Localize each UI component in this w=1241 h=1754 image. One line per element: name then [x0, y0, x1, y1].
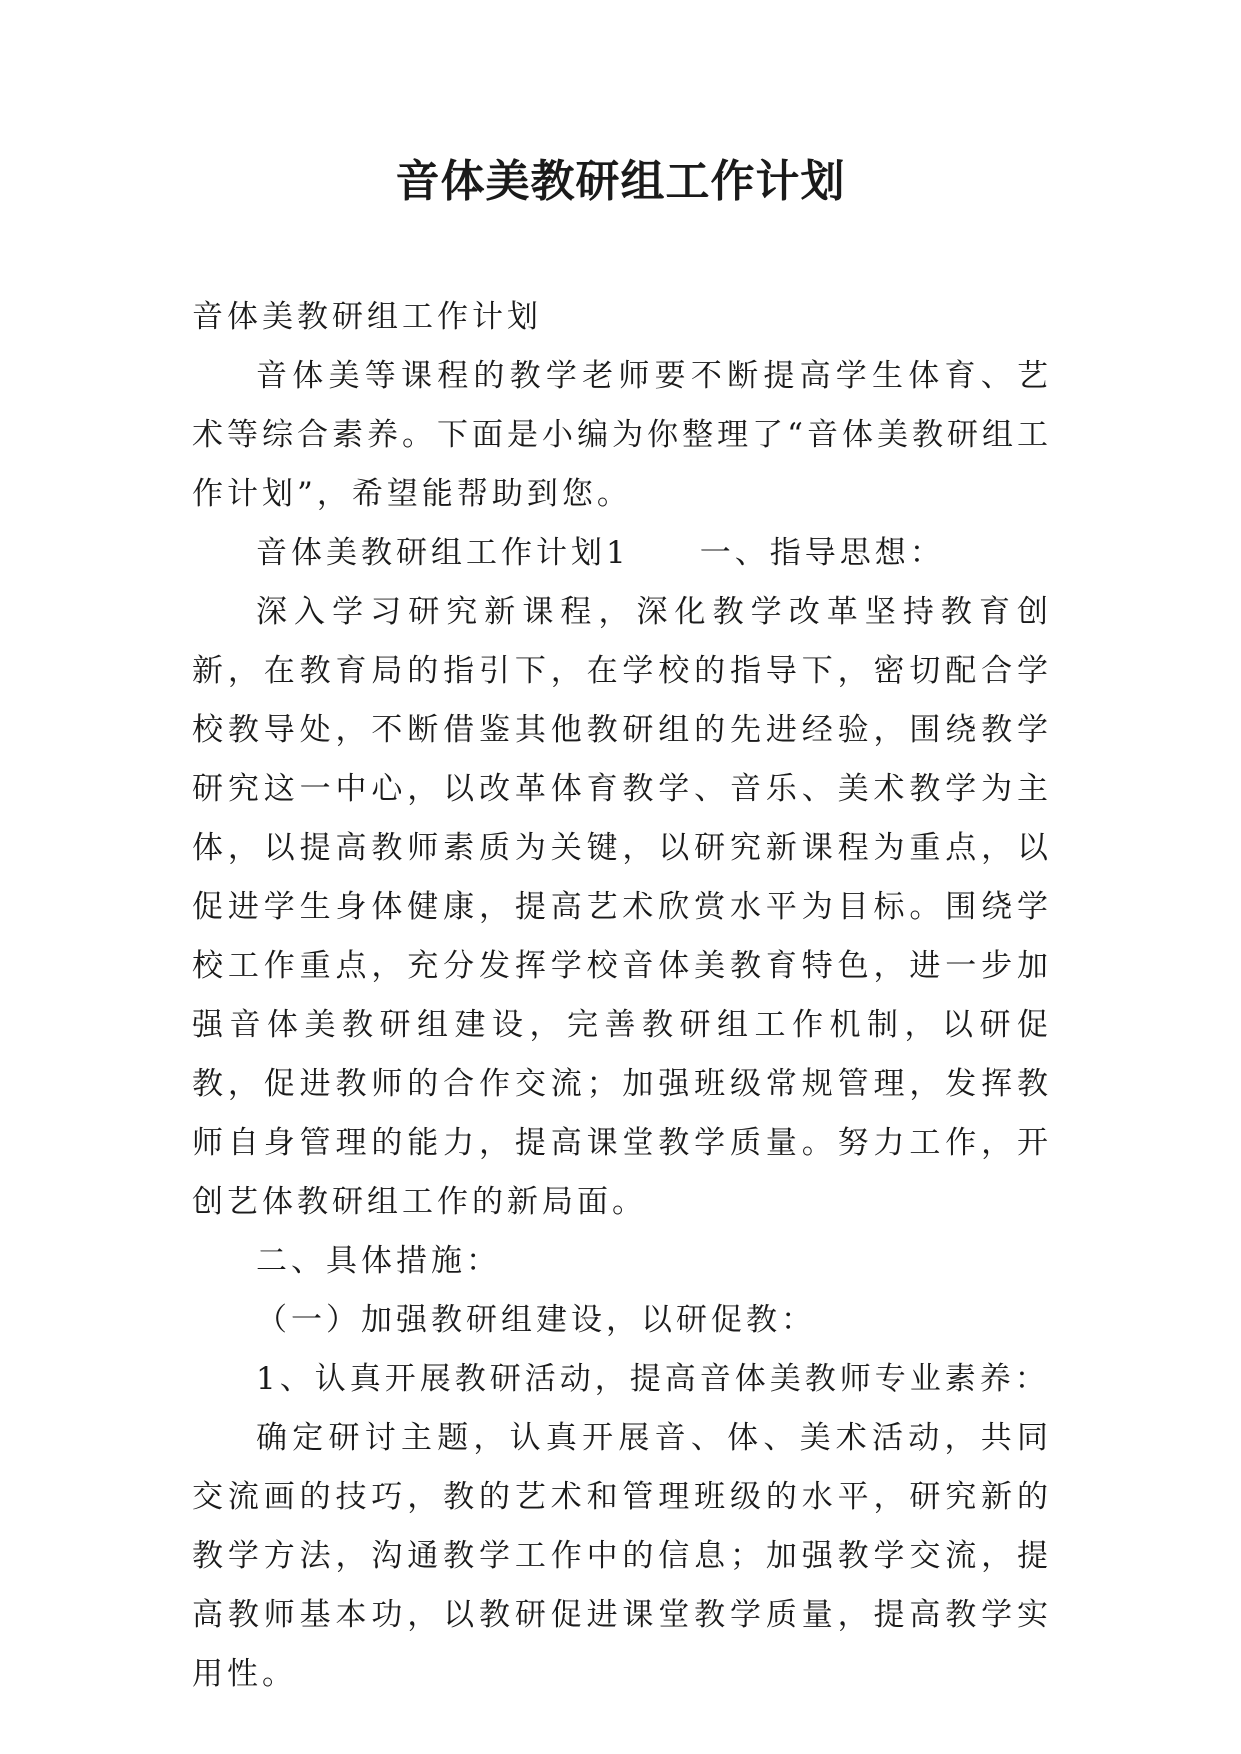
plan-heading: 音体美教研组工作计划1 — [256, 535, 630, 571]
intro-paragraph: 音体美等课程的教学老师要不断提高学生体育、艺术等综合素养。下面是小编为你整理了“音体美教研组工作计划”，希望能帮助到您。 — [192, 358, 1052, 512]
item1-paragraph: 确定研讨主题，认真开展音、体、美术活动，共同交流画的技巧，教的艺术和管理班级的水平，研究新的教学方法，沟通教学工作中的信息；加强教学交流，提高教师基本功，以教研促进课堂教学质量，提高教学实用性。 — [192, 1420, 1052, 1692]
document-subtitle: 音体美教研组工作计划 — [192, 299, 542, 335]
subsection1-heading: （一）加强教研组建设，以研促教： — [256, 1302, 816, 1338]
document-body — [192, 288, 1052, 1704]
plan-heading-line — [192, 524, 1052, 583]
section1-heading: 一、指导思想： — [699, 535, 945, 571]
document-title: 音体美教研组工作计划 — [395, 156, 846, 207]
item1-heading: 1、认真开展教研活动，提高音体美教师专业素养： — [256, 1361, 1050, 1397]
section2-heading: 二、具体措施： — [256, 1243, 501, 1279]
guiding-paragraph: 深入学习研究新课程，深化教学改革坚持教育创新，在教育局的指引下，在学校的指导下，密切配合学校教导处，不断借鉴其他教研组的先进经验，围绕教学研究这一中心，以改革体育教学、音乐、美术教学为主体，以提高教师素质为关键，以研究新课程为重点，以促进学生身体健康，提高艺术欣赏水平为目标。围绕学校工作重点，充分发挥学校音体美教育特色，进一步加强音体美教研组建设，完善教研组工作机制，以研促教，促进教师的合作交流；加强班级常规管理，发挥教师自身管理的能力，提高课堂教学质量。努力工作，开创艺体教研组工作的新局面。 — [192, 594, 1052, 1220]
